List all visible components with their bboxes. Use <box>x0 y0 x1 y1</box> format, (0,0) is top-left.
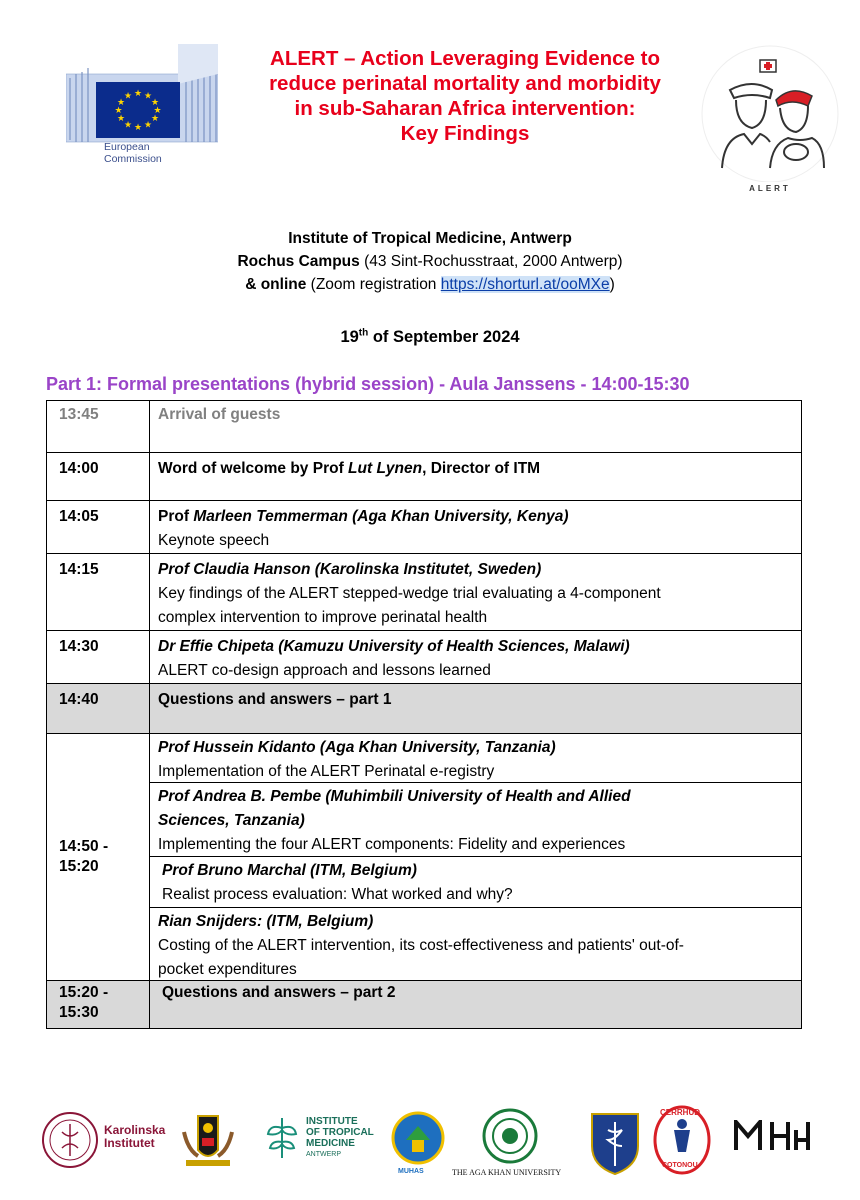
talk-description-line1: Costing of the ALERT intervention, its cost-effectiveness and patients' out-of- <box>158 937 684 954</box>
agenda-content <box>150 401 802 453</box>
agenda-row <box>47 453 802 501</box>
talk-description-line2: pocket expenditures <box>158 961 297 978</box>
speaker-name-line2: Sciences, Tanzania) <box>158 812 305 829</box>
date-day: 19 <box>340 327 359 346</box>
agenda-time-line2: 15:30 <box>59 1004 99 1021</box>
aga-khan-logo <box>478 1106 542 1166</box>
svg-text:★: ★ <box>116 98 126 108</box>
agenda-time: 14:15 <box>47 554 150 631</box>
online-label: & online <box>245 276 307 293</box>
talk-description: ALERT co-design approach and lessons learned <box>158 662 491 679</box>
agenda-time: 14:30 <box>47 631 150 684</box>
karolinska-line2: Institutet <box>104 1136 155 1150</box>
welcome-suffix: , Director of ITM <box>422 460 541 477</box>
shield-icon <box>588 1110 642 1176</box>
medical-shield-logo <box>588 1110 642 1176</box>
itm-logo <box>262 1114 302 1162</box>
speaker-name: Prof Hussein Kidanto (Aga Khan University, Tanzania) <box>158 739 556 756</box>
agenda-row-group <box>47 734 802 981</box>
campus-address: (43 Sint-Rochusstraat, 2000 Antwerp) <box>359 253 623 270</box>
agenda-content <box>150 631 802 684</box>
welcome-prefix: Word of welcome by Prof <box>158 460 349 477</box>
svg-text:★: ★ <box>123 120 133 131</box>
agenda-time-line2: 15:20 <box>59 858 99 875</box>
venue-institute <box>0 228 860 250</box>
eu-logo-text-line2: Commission <box>104 153 162 165</box>
speaker-name: Dr Effie Chipeta (Kamuzu University of Health Sciences, Malawi) <box>158 638 630 655</box>
alert-logo-text: ALERT <box>749 184 791 193</box>
title-line-2: reduce perinatal mortality and morbidity <box>269 72 661 95</box>
speaker-name: Prof Bruno Marchal (ITM, Belgium) <box>162 862 417 879</box>
agenda-time <box>47 734 150 981</box>
mhh-logo <box>734 1120 810 1152</box>
karolinska-text <box>104 1124 165 1150</box>
speaker-name: Marleen Temmerman (Aga Khan University, Kenya) <box>193 508 569 525</box>
svg-text:★: ★ <box>150 114 160 124</box>
eu-stars-icon <box>96 82 180 138</box>
page-title <box>240 46 690 146</box>
cerrhud-top-text: CERRHUD <box>660 1108 700 1117</box>
title-line-1: ALERT – Action Leveraging Evidence to <box>270 47 660 70</box>
part1-heading: Part 1: Formal presentations (hybrid session) - Aula Janssens - 14:00-15:30 <box>46 374 690 394</box>
agenda-row-qa <box>47 981 802 1029</box>
mhh-wordmark-icon <box>734 1120 810 1152</box>
speaker-name-line1: Prof Andrea B. Pembe (Muhimbili University of Health and Allied <box>158 788 631 805</box>
talk-description: Keynote speech <box>158 532 270 549</box>
talk-description-line2: complex intervention to improve perinatal health <box>158 609 488 626</box>
agenda-table <box>46 400 802 1029</box>
svg-text:★: ★ <box>133 89 143 99</box>
speaker-name: Lut Lynen <box>348 460 423 477</box>
svg-text:★: ★ <box>116 114 126 124</box>
title-line-4: Key Findings <box>400 122 530 145</box>
eu-flag <box>96 82 180 138</box>
agenda-row <box>47 631 802 684</box>
muhas-logo <box>390 1110 446 1174</box>
agenda-time-line1: 15:20 - <box>59 984 109 1001</box>
coat-of-arms-icon <box>176 1110 240 1170</box>
speaker-name: Rian Snijders: (ITM, Belgium) <box>158 913 374 930</box>
agenda-time: 14:40 <box>47 684 150 734</box>
agenda-content <box>150 734 802 981</box>
agenda-item-title: Questions and answers – part 1 <box>158 691 392 708</box>
agenda-content <box>150 554 802 631</box>
karolinska-logo <box>40 1110 100 1170</box>
session-pembe <box>150 782 801 856</box>
title-line-3: in sub-Saharan Africa intervention: <box>294 97 636 120</box>
agenda-time: 13:45 <box>47 401 150 453</box>
svg-text:★: ★ <box>143 120 153 131</box>
session-snijders <box>150 907 801 980</box>
agenda-row-qa <box>47 684 802 734</box>
agenda-row <box>47 501 802 554</box>
muhas-text: MUHAS <box>398 1168 424 1175</box>
agenda-item-title: Questions and answers – part 2 <box>162 984 396 1001</box>
zoom-close-paren: ) <box>609 276 615 293</box>
speaker-title: Prof <box>158 508 194 525</box>
itm-leaf-icon <box>262 1114 302 1162</box>
aga-khan-text: THE AGA KHAN UNIVERSITY <box>452 1168 562 1177</box>
date-suffix: th <box>358 327 369 338</box>
agenda-item-title: Arrival of guests <box>158 406 281 423</box>
zoom-registration-link[interactable]: https://shorturl.at/ooMXe <box>440 276 610 293</box>
talk-description: Implementation of the ALERT Perinatal e-registry <box>158 763 495 780</box>
agenda-content <box>150 453 802 501</box>
itm-text <box>306 1116 374 1160</box>
uganda-coat-of-arms <box>176 1110 240 1170</box>
svg-text:★: ★ <box>153 106 162 116</box>
agenda-time: 14:05 <box>47 501 150 554</box>
agenda-time <box>47 981 150 1029</box>
campus-name: Rochus Campus <box>237 253 360 270</box>
talk-description: Implementing the four ALERT components: Fidelity and experiences <box>158 836 626 853</box>
alert-health-workers-icon <box>700 44 840 182</box>
aga-khan-emblem-icon <box>478 1106 542 1166</box>
agenda-time-line1: 14:50 - <box>59 838 109 855</box>
agenda-row <box>47 401 802 453</box>
zoom-registration-text: (Zoom registration <box>306 276 441 293</box>
karolinska-seal-icon <box>40 1110 100 1170</box>
venue-online <box>0 274 860 296</box>
itm-line1: INSTITUTE <box>306 1116 358 1127</box>
eu-logo-text-line1: European <box>104 141 150 153</box>
venue-campus <box>0 251 860 273</box>
agenda-content <box>150 684 802 734</box>
itm-line4: ANTWERP <box>306 1151 341 1158</box>
alert-project-logo <box>700 44 840 202</box>
svg-text:★: ★ <box>133 123 143 133</box>
institute-name: Institute of Tropical Medicine, Antwerp <box>288 230 572 247</box>
talk-description: Realist process evaluation: What worked and why? <box>162 886 513 903</box>
session-kidanto <box>150 734 801 782</box>
muhas-emblem-icon <box>390 1110 446 1174</box>
agenda-content <box>150 501 802 554</box>
event-date <box>0 322 860 349</box>
agenda-content <box>150 981 802 1029</box>
session-marchal <box>150 856 801 907</box>
partner-logos <box>0 1100 860 1190</box>
karolinska-line1: Karolinska <box>104 1123 166 1137</box>
eu-logo-text <box>104 141 162 165</box>
svg-text:★: ★ <box>123 91 133 102</box>
speaker-name: Prof Claudia Hanson (Karolinska Institutet, Sweden) <box>158 561 542 578</box>
cerrhud-bottom-text: COTONOU <box>662 1162 698 1169</box>
svg-text:★: ★ <box>143 91 153 102</box>
date-rest: of September 2024 <box>368 327 520 346</box>
itm-line2: OF TROPICAL <box>306 1127 374 1138</box>
svg-text:★: ★ <box>150 98 160 108</box>
svg-text:★: ★ <box>114 106 123 116</box>
european-commission-logo <box>66 44 218 172</box>
agenda-time: 14:00 <box>47 453 150 501</box>
itm-line3: MEDICINE <box>306 1138 355 1149</box>
talk-description-line1: Key findings of the ALERT stepped-wedge trial evaluating a 4-component <box>158 585 661 602</box>
agenda-row <box>47 554 802 631</box>
